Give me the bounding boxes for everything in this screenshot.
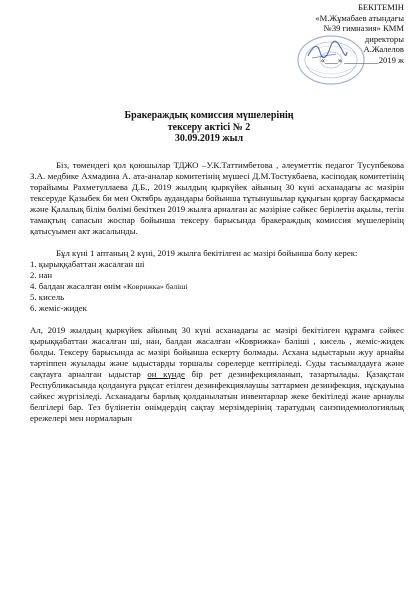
paragraph-text: бір рет дезинфекцияланып, тазартылады. Қазақстан Республикасында қолдануға рұқсат етілген дезинфекциялаушы заттармен дезинфекция, нұсқауына сәйкес жүргізіледі. Асханадағы барлық қолданылатын инвентарлар жеке бекітіледі және арнаулы белгілері бар. Тез бүлінетін өнімдердің сақтау мерзімдерінің таратудың санэпидемиологиялық ережелері мен нормаларын bbox=[30, 369, 404, 423]
paragraph-menu-intro: Бұл күні 1 аптаның 2 күні, 2019 жылға бекітілген ас мәзірі бойынша болу керек: bbox=[56, 248, 358, 258]
underlined-text: он күнде bbox=[147, 369, 185, 379]
title-line-commission: Бракераждық комиссия мүшелерінің bbox=[124, 110, 294, 121]
menu-item bbox=[30, 281, 404, 292]
document-title bbox=[0, 110, 418, 145]
approval-block bbox=[234, 2, 404, 65]
document-body bbox=[30, 160, 404, 424]
approval-line-gymnasium: №39 гимназия» КММ bbox=[323, 23, 404, 33]
paragraph-participants: Біз, төмендегі қол қоюшылар ТДЖО –У.К.Таттимбетова , әлеуметтік педагог Тусупбекова З.А. медбике Ахмадина А. ата-аналар комитетінің мүшесі Д.М.Тостукбаева, кәсіподақ комитетінің төрайымы Рахметуллаева Д.Б., 2019 жылдың қыркүйек айының 30 күні асханадағы ас мәзірін тексеруде Қазыбек би мен Октябрь аудандары бойынша тұтынушылар құқығын қорғау басқармасы және Қалалық білім бөлімі бекіткен 2019 жылға арналған ас мәзіріне сәйкес берілетін ақылы, тегін тамақтың сапасын жоспар бойынша тексеру барысында бракераждық комиссия мүшелерінің қатысуымен акт жасалынды. bbox=[30, 160, 404, 236]
menu-item-extra: «Коврижка» бәліші bbox=[123, 282, 188, 291]
title-line-act: тексеру актісі № 2 bbox=[167, 121, 251, 133]
menu-item: 1. қырыққабаттан жасалған шi bbox=[30, 259, 145, 269]
menu-item: 6. жеміс-жидек bbox=[30, 303, 87, 313]
menu-item: 5. кисель bbox=[30, 292, 65, 302]
approval-line-name: А.Жалелов bbox=[363, 44, 404, 54]
approval-line-director: директоры bbox=[364, 33, 404, 44]
menu-item-text: 4. балдан жасалған өнім bbox=[30, 281, 121, 291]
paragraph-inspection-result bbox=[30, 325, 404, 424]
paragraph-text: Ал, 2019 жылдың қыркүйек айының 30 күні асханадағы ас мәзірі бекітілген құрамға сәйкес қырыққабаттан жасалған шi, нан, балдан жасалған «Коврижка» бәліші , кисель , жеміс-жидек болды. Тексеру барысында ас мәзірі бойынша ескерту болмады. Асхана ыдыстарын жуу арнайы тәртіппен жуылады және ыдыстарды торшалы сөрелерде кептіріледі. Суды тасымалдауға және сақтауға арналған ыдыстар bbox=[30, 325, 404, 379]
title-line-date: 30.09.2019 жыл bbox=[174, 133, 244, 144]
approval-date-line: «___» ________2019 ж bbox=[320, 54, 404, 65]
approval-heading: БЕКІТЕМІН bbox=[358, 2, 404, 12]
menu-item: 2. нан bbox=[30, 270, 53, 280]
approval-line-school: «М.Жұмабаев атындағы bbox=[315, 12, 404, 23]
